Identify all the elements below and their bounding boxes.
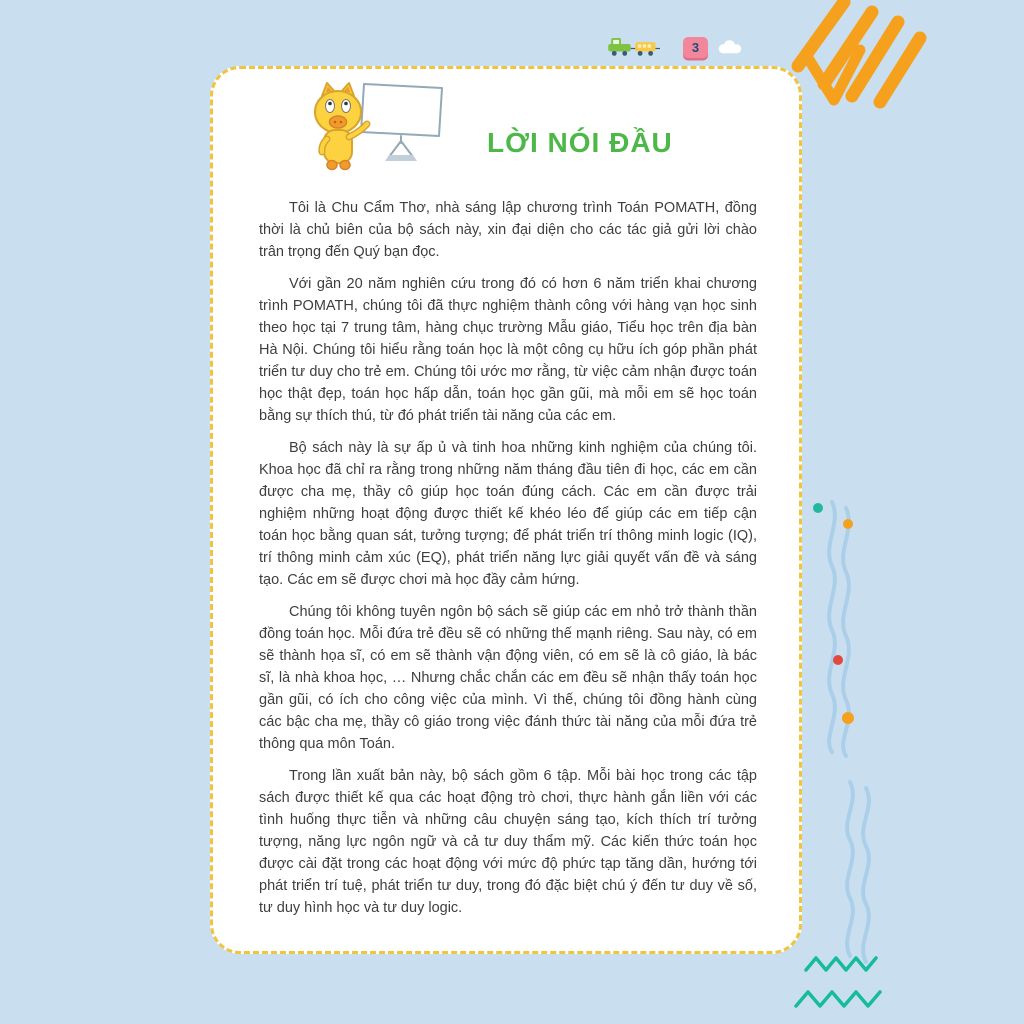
preface-card (210, 66, 802, 954)
wavy-lines-lower-decoration (832, 778, 892, 968)
train-icon (606, 32, 678, 62)
page-header (606, 32, 743, 62)
page-title: LỜI NÓI ĐẦU (487, 127, 673, 158)
paragraph-4: Chúng tôi không tuyên ngôn bộ sách sẽ giúp các em nhỏ trở thành thần đồng toán học. Mỗi đứa trẻ đều sẽ có những thế mạnh riêng. Sau này, có em sẽ thành họa sĩ, có em sẽ thành vận động viên, có em sẽ là cô giáo, là bác sĩ, là nhà khoa học, … Nhưng chắc chắn các em đều sẽ nhận thấy toán học gần gũi, có ích cho công việc của mình. Vì thế, chúng tôi đồng hành cùng các bậc cha mẹ, thầy cô giáo trong việc đánh thức tài năng của mỗi đứa trẻ thông qua môn Toán. (259, 604, 757, 752)
zigzag-lines-decoration (792, 948, 892, 1018)
page-number-badge (683, 37, 708, 58)
orange-brush-strokes-icon (768, 0, 1024, 130)
paragraph-2: Với gần 20 năm nghiên cứu trong đó có hơn 6 năm triển khai chương trình POMATH, chúng tôi đã thực nghiệm thành công với hàng vạn học sinh theo học tại 7 trung tâm, hàng chục trường Mẫu giáo, Tiểu học trên địa bàn Hà Nội. Chúng tôi hiểu rằng toán học là một công cụ hữu ích góp phần phát triển tư duy cho trẻ em. Chúng tôi ước mơ rằng, từ việc cảm nhận được toán học thật đẹp, toán học hấp dẫn, toán học gần gũi, mà mỗi em sẽ học toán bằng sự thích thú, từ đó phát triển tài năng của các em. (259, 276, 757, 424)
paragraph-1: Tôi là Chu Cẩm Thơ, nhà sáng lập chương trình Toán POMATH, đồng thời là chủ biên của bộ sách này, xin đại diện cho các tác giả gửi lời chào trân trọng đến Quý bạn đọc. (259, 200, 757, 260)
paragraph-3: Bộ sách này là sự ấp ủ và tinh hoa những kinh nghiệm của chúng tôi. Khoa học đã chỉ ra rằng trong những năm tháng đầu tiên đi học, các em cần được cha mẹ, thầy cô giúp học toán đúng cách. Các em cần được trải nghiệm những hoạt động được thiết kế khéo léo để giúp các em tiếp cận toán học bằng quan sát, tưởng tượng; để phát triển trí thông minh logic (IQ), trí thông minh cảm xúc (EQ), phát triển năng lực giải quyết vấn đề và sáng tạo. Các em sẽ được chơi mà học đầy cảm hứng. (259, 440, 757, 588)
preface-text (213, 181, 799, 939)
wavy-lines-decoration (802, 494, 882, 764)
paragraph-5: Trong lần xuất bản này, bộ sách gồm 6 tập. Mỗi bài học trong các tập sách được thiết kế qua các hoạt động trò chơi, thực hành gắn liền với các tình huống thực tiễn và những câu chuyện sáng tạo, kích thích trí tưởng tượng, năng lực ngôn ngữ và cả tư duy thẩm mỹ. Các kiến thức toán học được cài đặt trong các hoạt động với mức độ phức tạp tăng dần, hướng tới phát triển trí tuệ, phát triển tư duy, trong đó đặc biệt chú ý đến tư duy về số, tư duy hình học và tư duy logic. (259, 768, 757, 916)
page-number: 3 (691, 39, 700, 55)
card-header (213, 69, 799, 181)
cloud-icon (716, 39, 743, 55)
pig-presenter-icon (301, 79, 451, 179)
